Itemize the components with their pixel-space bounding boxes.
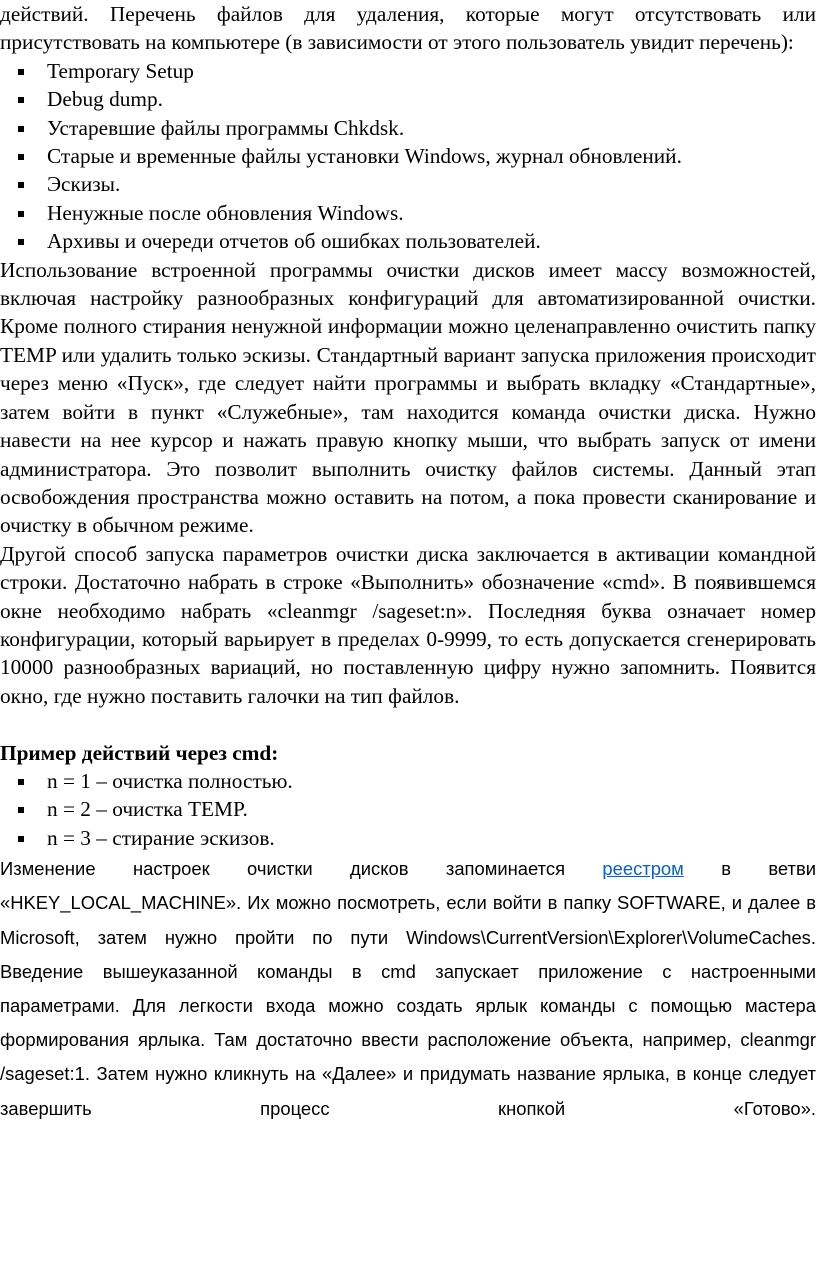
square-bullet-icon xyxy=(18,807,24,813)
list-item-text: n = 2 – очистка TEMP. xyxy=(47,797,248,822)
intro-paragraph: действий. Перечень файлов для удаления, которые могут отсутствовать или присутствовать на компьютере (в зависимости от этого пользователь увидит перечень): xyxy=(0,2,816,55)
example-heading: Пример действий через cmd: xyxy=(0,740,279,765)
blank-line xyxy=(0,710,816,738)
square-bullet-icon xyxy=(18,779,24,785)
examples-list xyxy=(0,767,816,852)
list-item xyxy=(0,114,816,142)
list-item-text: Старые и временные файлы установки Windows, журнал обновлений. xyxy=(47,144,682,169)
list-item xyxy=(0,199,816,227)
registry-link[interactable]: реестром xyxy=(602,858,684,880)
registry-text-after-link: в ветви «HKEY_LOCAL_MACHINE». Их можно посмотреть, если войти в папку SOFTWARE, и далее в Microsoft, затем нужно пройти по пути Windows\CurrentVersion\Explorer\VolumeCaches. Введение вышеуказанной команды в cmd запускает приложение с настроенными параметрами. Для легкости входа можно создать ярлык команды с помощью мастера формирования ярлыка. Там достаточно ввести расположение объекта, например, cleanmgr /sageset:1. Затем нужно кликнуть на «Далее» и придумать название ярлыка, в конце следует завершить процесс кнопкой «Готово». xyxy=(0,858,816,1119)
list-item xyxy=(0,767,816,795)
list-item-text: Temporary Setup xyxy=(47,58,194,83)
list-item xyxy=(0,142,816,170)
list-item-text: Архивы и очереди отчетов об ошибках пользователей. xyxy=(47,229,541,254)
cmd-paragraph: Другой способ запуска параметров очистки диска заключается в активации командной строки. Достаточно набрать в строке «Выполнить» обозначение «cmd». В появившемся окне необходимо набрать «cleanmgr /sageset:n». Последняя буква означает номер конфигурации, который варьирует в пределах 0-9999, то есть допускается сгенерировать 10000 разнообразных вариаций, но поставленную цифру нужно запомнить. Появится окно, где нужно поставить галочки на тип файлов. xyxy=(0,541,816,708)
square-bullet-icon xyxy=(18,69,24,75)
sans-section xyxy=(0,852,816,1126)
list-item-text: Устаревшие файлы программы Chkdsk. xyxy=(47,115,405,140)
list-item-text: Debug dump. xyxy=(47,87,163,112)
square-bullet-icon xyxy=(18,836,24,842)
square-bullet-icon xyxy=(18,239,24,245)
square-bullet-icon xyxy=(18,182,24,188)
list-item xyxy=(0,795,816,823)
list-item xyxy=(0,227,816,255)
list-item-text: Ненужные после обновления Windows. xyxy=(47,200,404,225)
square-bullet-icon xyxy=(18,154,24,160)
list-item xyxy=(0,57,816,85)
registry-text-before-link: Изменение настроек очистки дисков запоминается xyxy=(0,858,603,880)
list-item xyxy=(0,85,816,113)
square-bullet-icon xyxy=(18,211,24,217)
square-bullet-icon xyxy=(18,97,24,103)
builtin-cleanup-paragraph: Использование встроенной программы очистки дисков имеет массу возможностей, включая настройку разнообразных конфигураций для автоматизированной очистки. Кроме полного стирания ненужной информации можно целенаправленно очистить папку TEMP или удалить только эскизы. Стандартный вариант запуска приложения происходит через меню «Пуск», где следует найти программы и выбрать вкладку «Стандартные», затем войти в пункт «Служебные», там находится команда очистки диска. Нужно навести на нее курсор и нажать правую кнопку мыши, что выбрать запуск от имени администратора. Это позволит выполнить очистку файлов системы. Данный этап освобождения пространства можно оставить на потом, а пока провести сканирование и очистку в обычном режиме. xyxy=(0,257,816,538)
list-item-text: n = 1 – очистка полностью. xyxy=(47,768,293,793)
registry-paragraph xyxy=(0,852,816,1126)
square-bullet-icon xyxy=(18,126,24,132)
list-item xyxy=(0,824,816,852)
list-item-text: n = 3 – стирание эскизов. xyxy=(47,825,275,850)
files-list xyxy=(0,57,816,256)
list-item-text: Эскизы. xyxy=(47,172,121,197)
list-item xyxy=(0,170,816,198)
